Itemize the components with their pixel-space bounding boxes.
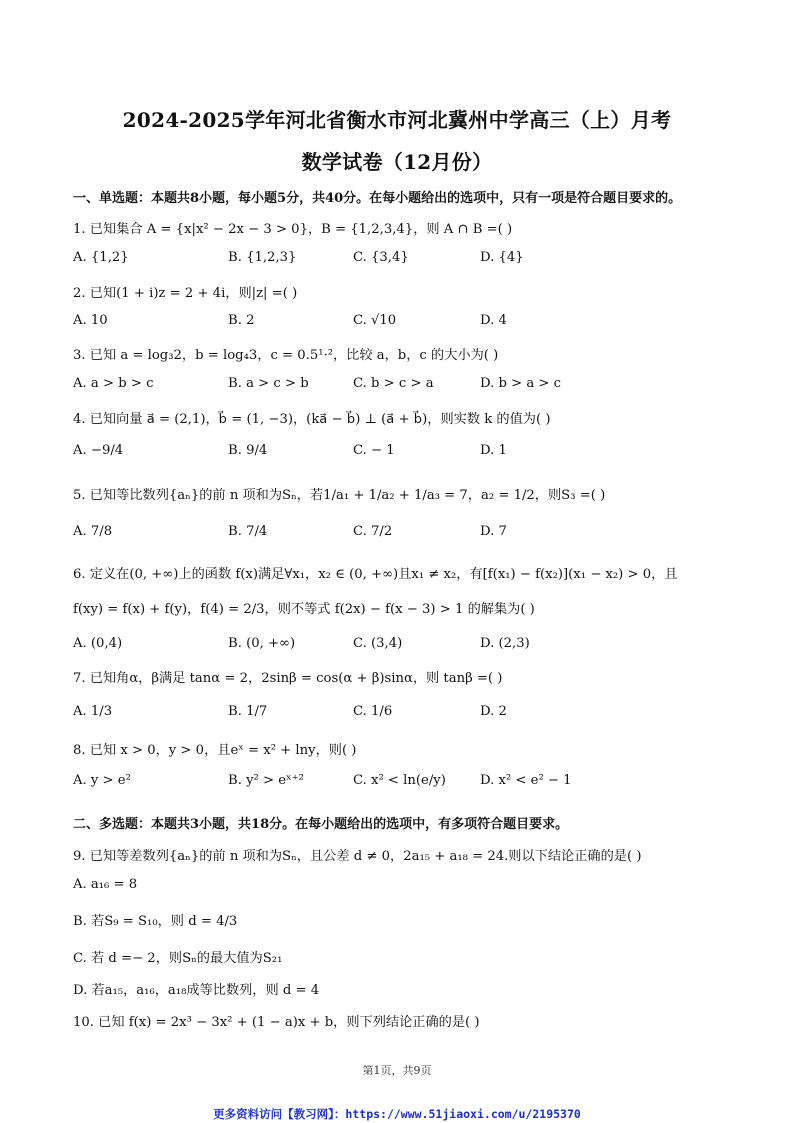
question-2: 2. 已知(1 + i)z = 2 + 4i，则|z| =( ) xyxy=(73,286,298,301)
page-number: 第1页，共9页 xyxy=(362,1064,432,1077)
option-b: B. 2 xyxy=(228,313,255,328)
question-4: 4. 已知向量 a⃗ = (2,1)，b⃗ = (1, −3)，(ka⃗ − b⃗) ⊥ (a⃗ + b⃗)，则实数 k 的值为( ) xyxy=(73,412,551,427)
option-a: A. −9/4 xyxy=(73,443,124,458)
option-d: D. (2,3) xyxy=(480,636,530,651)
section-single-choice-heading: 一、单选题：本题共8小题，每小题5分，共40分。在每小题给出的选项中，只有一项是符合题目要求的。 xyxy=(73,191,682,206)
question-4-options xyxy=(73,443,733,473)
question-7-options xyxy=(73,704,733,734)
option-c: C. 7/2 xyxy=(353,524,393,539)
option-a: A. (0,4) xyxy=(73,636,123,651)
question-1: 1. 已知集合 A = {x|x² − 2x − 3 > 0}，B = {1,2,3,4}，则 A ∩ B =( ) xyxy=(73,222,513,237)
question-6-options xyxy=(73,636,733,666)
option-b: B. a > c > b xyxy=(228,376,309,391)
option-d: D. b > a > c xyxy=(480,376,562,391)
option-a: A. 7/8 xyxy=(73,524,113,539)
option-b: B. (0, +∞) xyxy=(228,636,296,651)
question-5-options xyxy=(73,524,733,554)
option-b: B. 7/4 xyxy=(228,524,268,539)
option-b: B. y² > eˣ⁺² xyxy=(228,773,304,788)
question-9-option-a: A. a₁₆ = 8 xyxy=(73,877,138,892)
option-d: D. 2 xyxy=(480,704,507,719)
question-6-line-2: f(xy) = f(x) + f(y)，f(4) = 2/3，则不等式 f(2x) − f(x − 3) > 1 的解集为( ) xyxy=(73,602,535,617)
question-7: 7. 已知角α，β满足 tanα = 2，2sinβ = cos(α + β)sinα，则 tanβ =( ) xyxy=(73,671,503,686)
option-a: A. a > b > c xyxy=(73,376,154,391)
option-d: D. 4 xyxy=(480,313,507,328)
exam-title: 2024-2025学年河北省衡水市河北冀州中学高三（上）月考 xyxy=(122,108,672,132)
option-b: B. 1/7 xyxy=(228,704,268,719)
option-c: C. − 1 xyxy=(353,443,395,458)
question-6-line-1: 6. 定义在(0, +∞)上的函数 f(x)满足∀x₁，x₂ ∈ (0, +∞)且x₁ ≠ x₂，有[f(x₁) − f(x₂)](x₁ − x₂) > 0，且 xyxy=(73,567,678,582)
option-a: A. 10 xyxy=(73,313,108,328)
question-9-option-d: D. 若a₁₅，a₁₆，a₁₈成等比数列，则 d = 4 xyxy=(73,983,320,998)
question-3-options xyxy=(73,376,733,406)
option-c: C. {3,4} xyxy=(353,250,409,265)
option-b: B. {1,2,3} xyxy=(228,250,297,265)
question-9-option-c: C. 若 d =− 2，则Sₙ的最大值为S₂₁ xyxy=(73,951,283,966)
question-8: 8. 已知 x > 0，y > 0，且eˣ = x² + lny，则( ) xyxy=(73,743,357,758)
option-d: D. 1 xyxy=(480,443,507,458)
option-c: C. 1/6 xyxy=(353,704,393,719)
option-a: A. {1,2} xyxy=(73,250,129,265)
option-c: C. x² < ln(e/y) xyxy=(353,773,446,788)
question-3: 3. 已知 a = log₃2，b = log₄3，c = 0.5¹·²，比较 a，b，c 的大小为( ) xyxy=(73,348,499,363)
question-10: 10. 已知 f(x) = 2x³ − 3x² + (1 − a)x + b，则下列结论正确的是( ) xyxy=(73,1015,480,1030)
question-5: 5. 已知等比数列{aₙ}的前 n 项和为Sₙ，若1/a₁ + 1/a₂ + 1/a₃ = 7，a₂ = 1/2，则S₃ =( ) xyxy=(73,488,606,503)
question-8-options xyxy=(73,773,733,803)
option-c: C. b > c > a xyxy=(353,376,434,391)
option-c: C. (3,4) xyxy=(353,636,403,651)
resource-banner-link[interactable]: 更多资料访问【教习网】：https://www.51jiaoxi.com/u/2195370 xyxy=(213,1107,581,1121)
option-b: B. 9/4 xyxy=(228,443,268,458)
option-d: D. 7 xyxy=(480,524,507,539)
exam-subtitle: 数学试卷（12月份） xyxy=(301,150,493,174)
question-1-options xyxy=(73,250,733,280)
question-9: 9. 已知等差数列{aₙ}的前 n 项和为Sₙ，且公差 d ≠ 0，2a₁₅ + a₁₈ = 24.则以下结论正确的是( ) xyxy=(73,849,642,864)
option-d: D. x² < e² − 1 xyxy=(480,773,572,788)
question-2-options xyxy=(73,313,733,343)
option-d: D. {4} xyxy=(480,250,524,265)
option-a: A. y > e² xyxy=(73,773,131,788)
option-c: C. √10 xyxy=(353,313,397,328)
option-a: A. 1/3 xyxy=(73,704,113,719)
question-9-option-b: B. 若S₉ = S₁₀，则 d = 4/3 xyxy=(73,914,238,929)
section-multi-choice-heading: 二、多选题：本题共3小题，共18分。在每小题给出的选项中，有多项符合题目要求。 xyxy=(73,817,569,832)
